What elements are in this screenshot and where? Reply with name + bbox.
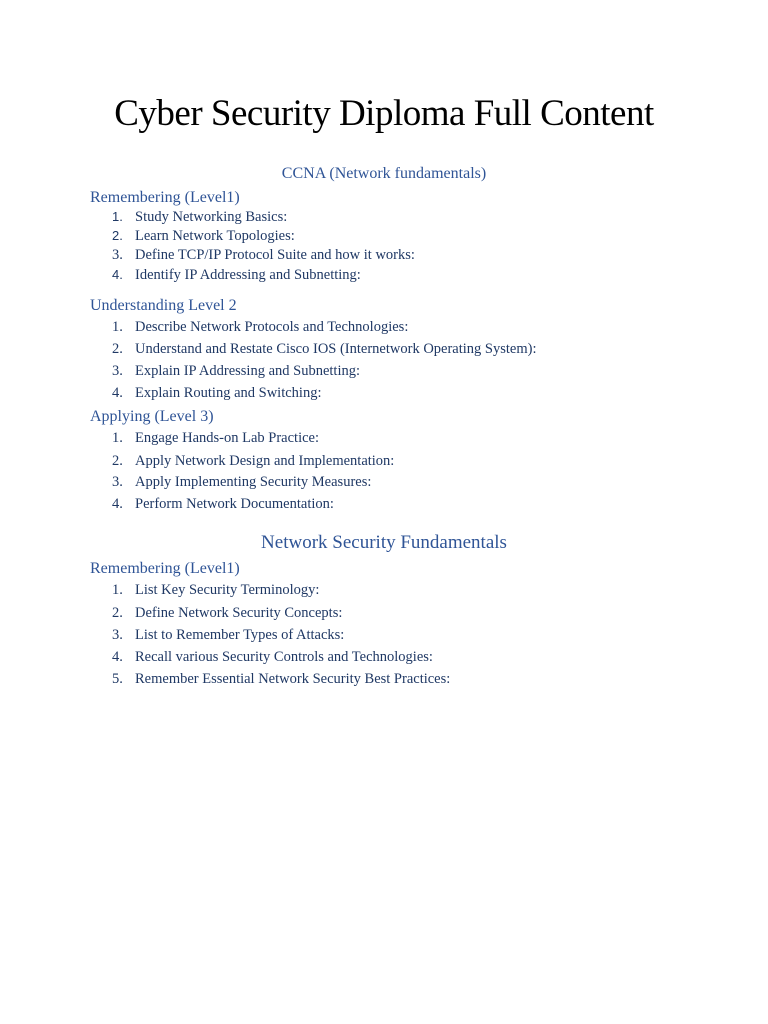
list-item: 1. List Key Security Terminology: — [112, 582, 320, 598]
list-item: 3. Explain IP Addressing and Subnetting: — [112, 363, 361, 379]
list-item: 2. Define Network Security Concepts: — [112, 605, 343, 621]
list-item: 2. Apply Network Design and Implementation: — [112, 453, 395, 469]
list-item: 5. Remember Essential Network Security Best Practices: — [112, 671, 451, 687]
list-item: 1. Describe Network Protocols and Technologies: — [112, 319, 409, 335]
section-title-network-security: Network Security Fundamentals — [261, 532, 507, 553]
list-item: 2. Learn Network Topologies: — [112, 228, 295, 244]
list-item: 4. Explain Routing and Switching: — [112, 385, 322, 401]
group-heading-remembering-2: Remembering (Level1) — [90, 560, 240, 577]
group-heading-understanding: Understanding Level 2 — [90, 297, 237, 314]
list-item: 1. Engage Hands-on Lab Practice: — [112, 430, 319, 446]
document-title: Cyber Security Diploma Full Content — [114, 93, 654, 134]
list-item: 4. Recall various Security Controls and Technologies: — [112, 649, 433, 665]
list-item: 1. Study Networking Basics: — [112, 209, 288, 225]
group-heading-applying: Applying (Level 3) — [90, 408, 214, 425]
list-item: 3. List to Remember Types of Attacks: — [112, 627, 345, 643]
group-heading-remembering: Remembering (Level1) — [90, 189, 240, 206]
section-title-ccna: CCNA (Network fundamentals) — [281, 165, 487, 182]
list-item: 4. Identify IP Addressing and Subnetting: — [112, 267, 361, 283]
list-item: 3. Apply Implementing Security Measures: — [112, 474, 372, 490]
list-item: 4. Perform Network Documentation: — [112, 496, 334, 512]
list-item: 3. Define TCP/IP Protocol Suite and how it works: — [112, 247, 415, 263]
list-item: 2. Understand and Restate Cisco IOS (Internetwork Operating System): — [112, 341, 537, 357]
